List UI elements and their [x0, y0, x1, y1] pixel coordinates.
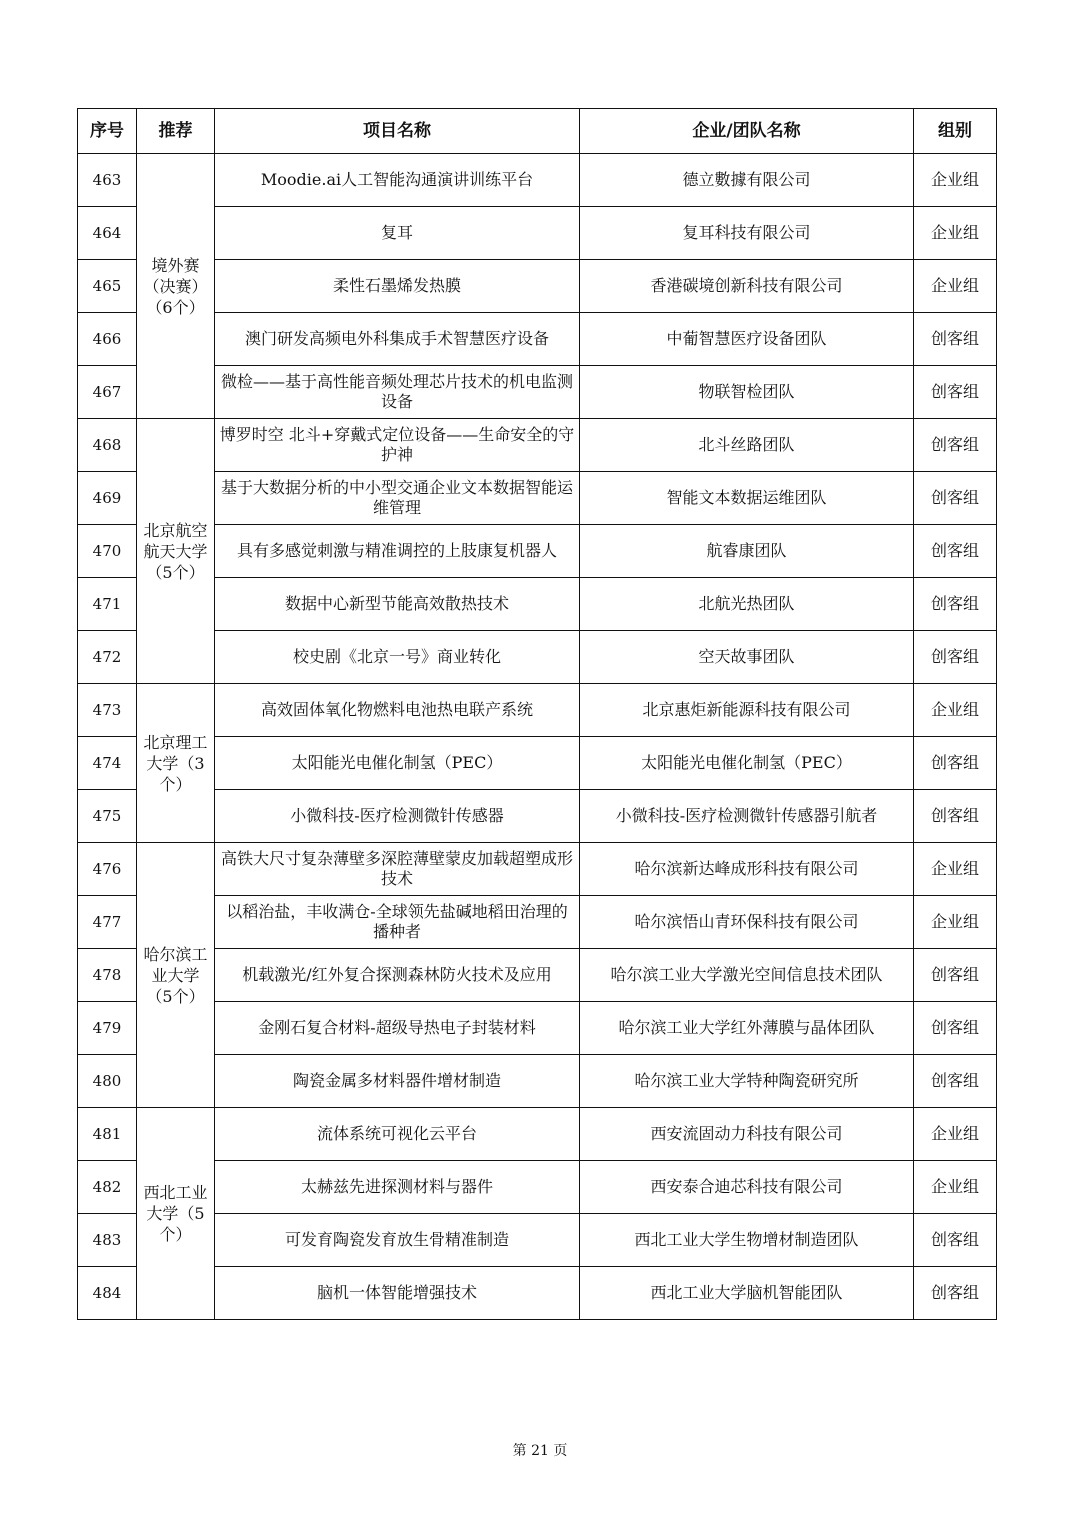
table-row	[78, 790, 997, 843]
project-name: 金刚石复合材料-超级导热电子封装材料	[215, 1002, 580, 1055]
row-number: 481	[78, 1108, 137, 1161]
row-number: 477	[78, 896, 137, 949]
project-name: 可发育陶瓷发育放生骨精准制造	[215, 1214, 580, 1267]
table-row	[78, 631, 997, 684]
table-row	[78, 1267, 997, 1320]
group-type: 创客组	[914, 1002, 997, 1055]
org-name: 西安流固动力科技有限公司	[580, 1108, 914, 1161]
org-name: 空天故事团队	[580, 631, 914, 684]
group-type: 创客组	[914, 1267, 997, 1320]
table-row	[78, 843, 997, 896]
project-name: 陶瓷金属多材料器件增材制造	[215, 1055, 580, 1108]
recommender-cell: 北京理工 大学（3 个）	[137, 684, 215, 843]
group-type: 企业组	[914, 1108, 997, 1161]
org-name: 西北工业大学生物增材制造团队	[580, 1214, 914, 1267]
table-row	[78, 1108, 997, 1161]
org-name: 智能文本数据运维团队	[580, 472, 914, 525]
row-number: 482	[78, 1161, 137, 1214]
row-number: 479	[78, 1002, 137, 1055]
group-type: 创客组	[914, 949, 997, 1002]
org-name: 哈尔滨工业大学激光空间信息技术团队	[580, 949, 914, 1002]
table-row	[78, 366, 997, 419]
row-number: 470	[78, 525, 137, 578]
group-type: 企业组	[914, 154, 997, 207]
group-type: 创客组	[914, 419, 997, 472]
org-name: 北京惠炬新能源科技有限公司	[580, 684, 914, 737]
project-name: 太阳能光电催化制氢（PEC）	[215, 737, 580, 790]
group-type: 企业组	[914, 1161, 997, 1214]
org-name: 航睿康团队	[580, 525, 914, 578]
org-name: 德立數據有限公司	[580, 154, 914, 207]
row-number: 467	[78, 366, 137, 419]
project-name: 机载激光/红外复合探测森林防火技术及应用	[215, 949, 580, 1002]
group-type: 企业组	[914, 207, 997, 260]
org-name: 中葡智慧医疗设备团队	[580, 313, 914, 366]
project-name: 复耳	[215, 207, 580, 260]
group-type: 企业组	[914, 843, 997, 896]
group-type: 企业组	[914, 684, 997, 737]
org-name: 哈尔滨新达峰成形科技有限公司	[580, 843, 914, 896]
project-name: 太赫兹先进探测材料与器件	[215, 1161, 580, 1214]
row-number: 469	[78, 472, 137, 525]
org-name: 北航光热团队	[580, 578, 914, 631]
table-row	[78, 896, 997, 949]
row-number: 464	[78, 207, 137, 260]
table-row	[78, 207, 997, 260]
project-name: 数据中心新型节能高效散热技术	[215, 578, 580, 631]
table-row	[78, 684, 997, 737]
org-name: 复耳科技有限公司	[580, 207, 914, 260]
table-body	[78, 154, 997, 1320]
table-row	[78, 1214, 997, 1267]
project-name: 高效固体氧化物燃料电池热电联产系统	[215, 684, 580, 737]
page-number: 第 21 页	[512, 1443, 568, 1459]
org-name: 北斗丝路团队	[580, 419, 914, 472]
row-number: 466	[78, 313, 137, 366]
row-number: 478	[78, 949, 137, 1002]
project-name: 小微科技-医疗检测微针传感器	[215, 790, 580, 843]
org-name: 西北工业大学脑机智能团队	[580, 1267, 914, 1320]
group-type: 企业组	[914, 896, 997, 949]
row-number: 480	[78, 1055, 137, 1108]
table-row	[78, 1002, 997, 1055]
org-name: 哈尔滨工业大学红外薄膜与晶体团队	[580, 1002, 914, 1055]
row-number: 471	[78, 578, 137, 631]
group-type: 创客组	[914, 790, 997, 843]
row-number: 473	[78, 684, 137, 737]
project-name: 微检——基于高性能音频处理芯片技术的机电监测设备	[215, 366, 580, 419]
row-number: 463	[78, 154, 137, 207]
group-type: 创客组	[914, 472, 997, 525]
header-org: 企业/团队名称	[580, 109, 914, 154]
group-type: 创客组	[914, 631, 997, 684]
table-row	[78, 313, 997, 366]
recommender-cell: 哈尔滨工 业大学 （5个）	[137, 843, 215, 1108]
row-number: 474	[78, 737, 137, 790]
group-type: 创客组	[914, 525, 997, 578]
recommender-cell: 北京航空 航天大学 （5个）	[137, 419, 215, 684]
project-name: Moodie.ai人工智能沟通演讲训练平台	[215, 154, 580, 207]
table-row	[78, 525, 997, 578]
row-number: 475	[78, 790, 137, 843]
table-header-row	[78, 109, 997, 154]
recommender-cell: 西北工业 大学（5 个）	[137, 1108, 215, 1320]
row-number: 468	[78, 419, 137, 472]
row-number: 483	[78, 1214, 137, 1267]
org-name: 物联智检团队	[580, 366, 914, 419]
org-name: 小微科技-医疗检测微针传感器引航者	[580, 790, 914, 843]
row-number: 465	[78, 260, 137, 313]
table-row	[78, 419, 997, 472]
table-row	[78, 260, 997, 313]
project-name: 流体系统可视化云平台	[215, 1108, 580, 1161]
org-name: 香港碳境创新科技有限公司	[580, 260, 914, 313]
group-type: 创客组	[914, 366, 997, 419]
project-name: 脑机一体智能增强技术	[215, 1267, 580, 1320]
group-type: 企业组	[914, 260, 997, 313]
table-row	[78, 1161, 997, 1214]
row-number: 484	[78, 1267, 137, 1320]
project-name: 具有多感觉刺激与精准调控的上肢康复机器人	[215, 525, 580, 578]
project-name: 博罗时空 北斗+穿戴式定位设备——生命安全的守护神	[215, 419, 580, 472]
org-name: 太阳能光电催化制氢（PEC）	[580, 737, 914, 790]
row-number: 472	[78, 631, 137, 684]
project-name: 基于大数据分析的中小型交通企业文本数据智能运维管理	[215, 472, 580, 525]
header-group: 组别	[914, 109, 997, 154]
project-name: 以稻治盐，丰收满仓-全球领先盐碱地稻田治理的播种者	[215, 896, 580, 949]
group-type: 创客组	[914, 578, 997, 631]
table-row	[78, 949, 997, 1002]
table-row	[78, 578, 997, 631]
table-row	[78, 1055, 997, 1108]
project-name: 澳门研发高频电外科集成手术智慧医疗设备	[215, 313, 580, 366]
group-type: 创客组	[914, 313, 997, 366]
group-type: 创客组	[914, 1055, 997, 1108]
org-name: 西安泰合迪芯科技有限公司	[580, 1161, 914, 1214]
header-no: 序号	[78, 109, 137, 154]
table-row	[78, 154, 997, 207]
recommender-cell: 境外赛 （决赛） （6个）	[137, 154, 215, 419]
header-rec: 推荐	[137, 109, 215, 154]
group-type: 创客组	[914, 737, 997, 790]
table-row	[78, 737, 997, 790]
project-table	[77, 108, 997, 1320]
project-name: 校史剧《北京一号》商业转化	[215, 631, 580, 684]
group-type: 创客组	[914, 1214, 997, 1267]
header-project: 项目名称	[215, 109, 580, 154]
row-number: 476	[78, 843, 137, 896]
project-name: 柔性石墨烯发热膜	[215, 260, 580, 313]
project-name: 高铁大尺寸复杂薄壁多深腔薄壁蒙皮加载超塑成形技术	[215, 843, 580, 896]
org-name: 哈尔滨悟山青环保科技有限公司	[580, 896, 914, 949]
table-row	[78, 472, 997, 525]
org-name: 哈尔滨工业大学特种陶瓷研究所	[580, 1055, 914, 1108]
